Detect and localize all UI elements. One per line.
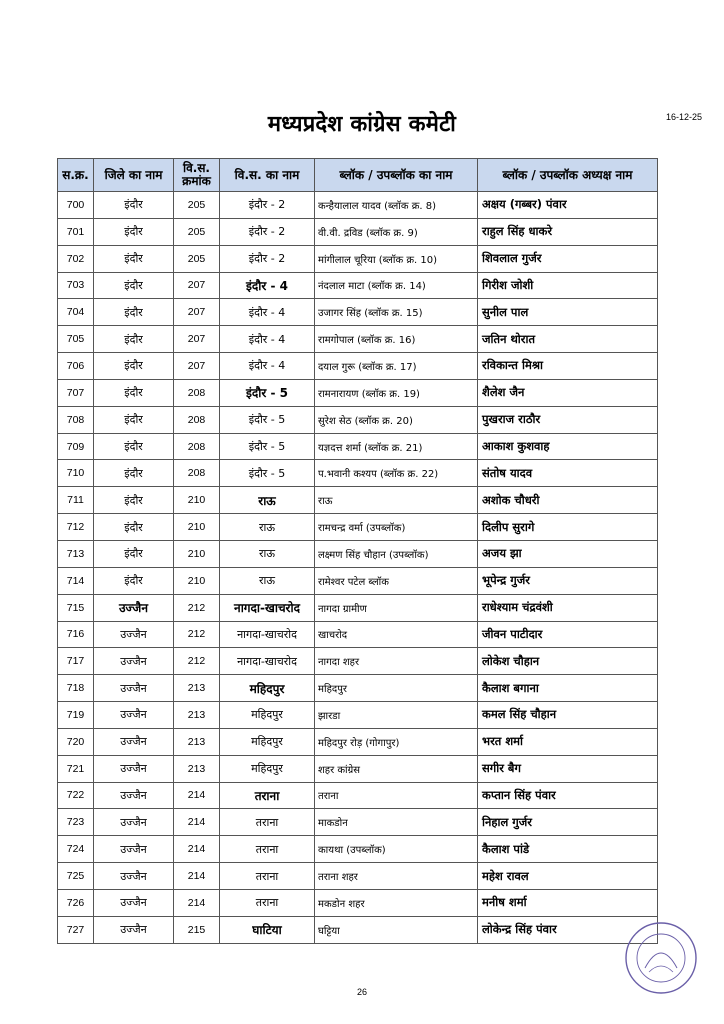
table-row [58, 567, 658, 594]
cell-ac-name: इंदौर - 5 [220, 460, 315, 487]
cell-serial: 701 [58, 218, 94, 245]
cell-ac-name: इंदौर - 4 [220, 353, 315, 380]
table-row [58, 433, 658, 460]
cell-serial: 704 [58, 299, 94, 326]
cell-serial: 722 [58, 782, 94, 809]
table-row [58, 702, 658, 729]
cell-block-name: दयाल गुरू (ब्लॉक क्र. 17) [315, 353, 478, 380]
cell-district: उज्जैन [94, 621, 174, 648]
cell-serial: 726 [58, 889, 94, 916]
cell-ac-name: महिदपुर [220, 755, 315, 782]
cell-serial: 721 [58, 755, 94, 782]
cell-ac-name: इंदौर - 4 [220, 299, 315, 326]
cell-ac-number: 208 [174, 460, 220, 487]
cell-district: इंदौर [94, 514, 174, 541]
cell-block-name: खाचरोद [315, 621, 478, 648]
cell-block-name: नंदलाल माटा (ब्लॉक क्र. 14) [315, 272, 478, 299]
page-number: 26 [356, 987, 367, 997]
cell-block-name: रामेश्वर पटेल ब्लॉक [315, 567, 478, 594]
cell-ac-number: 205 [174, 192, 220, 219]
cell-president-name: भूपेन्द्र गुर्जर [478, 567, 658, 594]
cell-serial: 708 [58, 406, 94, 433]
header-serial: स.क्र. [58, 159, 94, 192]
cell-block-name: लक्ष्मण सिंह चौहान (उपब्लॉक) [315, 540, 478, 567]
cell-block-name: घट्टिया [315, 916, 478, 943]
table-row [58, 675, 658, 702]
cell-ac-number: 207 [174, 272, 220, 299]
cell-president-name: जीवन पाटीदार [478, 621, 658, 648]
cell-serial: 703 [58, 272, 94, 299]
cell-district: उज्जैन [94, 916, 174, 943]
cell-president-name: जतिन थोरात [478, 326, 658, 353]
cell-ac-number: 212 [174, 621, 220, 648]
cell-president-name: कप्तान सिंह पंवार [478, 782, 658, 809]
cell-president-name: राधेश्याम चंद्रवंशी [478, 594, 658, 621]
cell-ac-number: 212 [174, 648, 220, 675]
cell-serial: 720 [58, 728, 94, 755]
cell-ac-name: इंदौर - 5 [220, 433, 315, 460]
cell-ac-number: 215 [174, 916, 220, 943]
cell-serial: 712 [58, 514, 94, 541]
seal-outer-ring [626, 923, 696, 993]
cell-president-name: राहुल सिंह धाकरे [478, 218, 658, 245]
cell-serial: 719 [58, 702, 94, 729]
cell-serial: 714 [58, 567, 94, 594]
cell-president-name: अशोक चौधरी [478, 487, 658, 514]
cell-district: उज्जैन [94, 809, 174, 836]
cell-ac-number: 210 [174, 514, 220, 541]
cell-district: इंदौर [94, 192, 174, 219]
cell-ac-name: नागदा-खाचरोद [220, 648, 315, 675]
cell-block-name: यज्ञदत्त शर्मा (ब्लॉक क्र. 21) [315, 433, 478, 460]
cell-ac-name: राऊ [220, 514, 315, 541]
cell-ac-number: 208 [174, 433, 220, 460]
table-row [58, 863, 658, 890]
cell-ac-name: राऊ [220, 540, 315, 567]
cell-ac-name: महिदपुर [220, 728, 315, 755]
table-row [58, 353, 658, 380]
cell-block-name: सुरेश सेठ (ब्लॉक क्र. 20) [315, 406, 478, 433]
cell-president-name: कैलाश पांडे [478, 836, 658, 863]
cell-serial: 707 [58, 379, 94, 406]
cell-district: इंदौर [94, 272, 174, 299]
cell-serial: 710 [58, 460, 94, 487]
cell-serial: 713 [58, 540, 94, 567]
cell-ac-name: महिदपुर [220, 702, 315, 729]
cell-block-name: झारडा [315, 702, 478, 729]
cell-president-name: गिरीश जोशी [478, 272, 658, 299]
cell-ac-name: इंदौर - 4 [220, 326, 315, 353]
page-title: मध्यप्रदेश कांग्रेस कमेटी [267, 112, 457, 137]
cell-ac-name: इंदौर - 2 [220, 192, 315, 219]
cell-block-name: राऊ [315, 487, 478, 514]
cell-ac-name: राऊ [220, 487, 315, 514]
cell-block-name: रामचन्द्र वर्मा (उपब्लॉक) [315, 514, 478, 541]
cell-ac-name: राऊ [220, 567, 315, 594]
table-row [58, 621, 658, 648]
cell-ac-name: तराना [220, 809, 315, 836]
table-row [58, 889, 658, 916]
table-row [58, 218, 658, 245]
table-row [58, 594, 658, 621]
table-row [58, 192, 658, 219]
cell-president-name: संतोष यादव [478, 460, 658, 487]
table-row [58, 460, 658, 487]
office-seal-stamp [623, 920, 699, 996]
cell-block-name: नागदा शहर [315, 648, 478, 675]
cell-district: इंदौर [94, 379, 174, 406]
cell-ac-number: 213 [174, 755, 220, 782]
cell-ac-number: 214 [174, 836, 220, 863]
cell-president-name: सगीर बैग [478, 755, 658, 782]
cell-district: इंदौर [94, 460, 174, 487]
cell-ac-name: तराना [220, 889, 315, 916]
cell-serial: 727 [58, 916, 94, 943]
header-ac-name: वि.स. का नाम [220, 159, 315, 192]
cell-block-name: शहर कांग्रेस [315, 755, 478, 782]
cell-serial: 702 [58, 245, 94, 272]
cell-block-name: कायथा (उपब्लॉक) [315, 836, 478, 863]
seal-inner-ring [637, 934, 685, 982]
cell-president-name: भरत शर्मा [478, 728, 658, 755]
cell-serial: 718 [58, 675, 94, 702]
cell-district: इंदौर [94, 326, 174, 353]
cell-president-name: लोकेश चौहान [478, 648, 658, 675]
header-district: जिले का नाम [94, 159, 174, 192]
cell-ac-number: 210 [174, 540, 220, 567]
table-row [58, 648, 658, 675]
cell-ac-number: 210 [174, 487, 220, 514]
cell-serial: 724 [58, 836, 94, 863]
seal-emblem-lower [649, 966, 673, 972]
cell-president-name: लोकेन्द्र सिंह पंवार [478, 916, 658, 943]
cell-ac-number: 205 [174, 245, 220, 272]
cell-serial: 706 [58, 353, 94, 380]
cell-block-name: वी.वी. द्रविड (ब्लॉक क्र. 9) [315, 218, 478, 245]
table-row [58, 916, 658, 943]
cell-president-name: रविकान्त मिश्रा [478, 353, 658, 380]
cell-ac-name: इंदौर - 2 [220, 245, 315, 272]
cell-ac-name: तराना [220, 782, 315, 809]
table-row [58, 245, 658, 272]
cell-president-name: सुनील पाल [478, 299, 658, 326]
cell-ac-number: 205 [174, 218, 220, 245]
cell-district: इंदौर [94, 567, 174, 594]
cell-ac-name: इंदौर - 5 [220, 406, 315, 433]
cell-president-name: दिलीप सुरागे [478, 514, 658, 541]
cell-block-name: कन्हैयालाल यादव (ब्लॉक क्र. 8) [315, 192, 478, 219]
cell-district: उज्जैन [94, 889, 174, 916]
table-header-row [58, 159, 658, 192]
cell-ac-name: इंदौर - 4 [220, 272, 315, 299]
cell-ac-name: इंदौर - 5 [220, 379, 315, 406]
cell-ac-number: 214 [174, 889, 220, 916]
cell-district: इंदौर [94, 353, 174, 380]
cell-president-name: कमल सिंह चौहान [478, 702, 658, 729]
cell-president-name: शिवलाल गुर्जर [478, 245, 658, 272]
cell-block-name: रामगोपाल (ब्लॉक क्र. 16) [315, 326, 478, 353]
cell-district: उज्जैन [94, 836, 174, 863]
cell-serial: 717 [58, 648, 94, 675]
cell-ac-name: तराना [220, 863, 315, 890]
cell-ac-number: 214 [174, 809, 220, 836]
cell-president-name: पुखराज राठौर [478, 406, 658, 433]
cell-ac-name: महिदपुर [220, 675, 315, 702]
cell-serial: 709 [58, 433, 94, 460]
cell-district: इंदौर [94, 299, 174, 326]
cell-block-name: उजागर सिंह (ब्लॉक क्र. 15) [315, 299, 478, 326]
header-president-name: ब्लॉक / उपब्लॉक अध्यक्ष नाम [478, 159, 658, 192]
cell-district: इंदौर [94, 433, 174, 460]
cell-ac-number: 207 [174, 299, 220, 326]
cell-district: उज्जैन [94, 702, 174, 729]
table-row [58, 755, 658, 782]
cell-serial: 723 [58, 809, 94, 836]
cell-block-name: नागदा ग्रामीण [315, 594, 478, 621]
table-row [58, 514, 658, 541]
cell-president-name: अक्षय (गब्बर) पंवार [478, 192, 658, 219]
cell-serial: 700 [58, 192, 94, 219]
cell-president-name: शैलेश जैन [478, 379, 658, 406]
cell-ac-name: इंदौर - 2 [220, 218, 315, 245]
cell-district: इंदौर [94, 245, 174, 272]
table-row [58, 299, 658, 326]
cell-ac-number: 208 [174, 379, 220, 406]
cell-ac-number: 213 [174, 728, 220, 755]
cell-ac-number: 214 [174, 782, 220, 809]
table-row [58, 728, 658, 755]
cell-district: उज्जैन [94, 594, 174, 621]
cell-district: उज्जैन [94, 755, 174, 782]
table-row [58, 782, 658, 809]
cell-block-name: मकडोन शहर [315, 889, 478, 916]
cell-block-name: रामनारायण (ब्लॉक क्र. 19) [315, 379, 478, 406]
cell-district: उज्जैन [94, 863, 174, 890]
cell-block-name: तराना शहर [315, 863, 478, 890]
cell-ac-name: तराना [220, 836, 315, 863]
committee-table [57, 158, 658, 944]
table-row [58, 836, 658, 863]
cell-ac-number: 210 [174, 567, 220, 594]
cell-block-name: तराना [315, 782, 478, 809]
cell-ac-number: 208 [174, 406, 220, 433]
cell-serial: 716 [58, 621, 94, 648]
cell-president-name: कैलाश बगाना [478, 675, 658, 702]
cell-ac-name: नागदा-खाचरोद [220, 594, 315, 621]
cell-block-name: माकडोन [315, 809, 478, 836]
cell-district: उज्जैन [94, 675, 174, 702]
cell-president-name: निहाल गुर्जर [478, 809, 658, 836]
header-ac-number: वि.स. क्रमांक [174, 159, 220, 192]
cell-ac-number: 207 [174, 353, 220, 380]
cell-district: इंदौर [94, 406, 174, 433]
table-row [58, 272, 658, 299]
table-row [58, 406, 658, 433]
table-row [58, 809, 658, 836]
cell-ac-number: 207 [174, 326, 220, 353]
cell-district: इंदौर [94, 487, 174, 514]
cell-district: इंदौर [94, 540, 174, 567]
cell-president-name: महेश रावल [478, 863, 658, 890]
cell-ac-number: 213 [174, 702, 220, 729]
cell-district: उज्जैन [94, 782, 174, 809]
cell-president-name: मनीष शर्मा [478, 889, 658, 916]
cell-ac-number: 214 [174, 863, 220, 890]
cell-president-name: आकाश कुशवाह [478, 433, 658, 460]
cell-district: उज्जैन [94, 648, 174, 675]
cell-block-name: प.भवानी कश्यप (ब्लॉक क्र. 22) [315, 460, 478, 487]
table-row [58, 540, 658, 567]
cell-district: उज्जैन [94, 728, 174, 755]
cell-ac-name: नागदा-खाचरोद [220, 621, 315, 648]
cell-serial: 711 [58, 487, 94, 514]
cell-district: इंदौर [94, 218, 174, 245]
header-block-name: ब्लॉक / उपब्लॉक का नाम [315, 159, 478, 192]
document-date: 16-12-25 [665, 112, 702, 122]
table-row [58, 487, 658, 514]
cell-serial: 705 [58, 326, 94, 353]
cell-block-name: मांगीलाल चूरिया (ब्लॉक क्र. 10) [315, 245, 478, 272]
cell-block-name: महिदपुर रोड़ (गोगापुर) [315, 728, 478, 755]
cell-ac-number: 212 [174, 594, 220, 621]
table-row [58, 326, 658, 353]
cell-block-name: महिदपुर [315, 675, 478, 702]
cell-serial: 715 [58, 594, 94, 621]
cell-serial: 725 [58, 863, 94, 890]
cell-ac-name: घाटिया [220, 916, 315, 943]
cell-president-name: अजय झा [478, 540, 658, 567]
cell-ac-number: 213 [174, 675, 220, 702]
table-row [58, 379, 658, 406]
